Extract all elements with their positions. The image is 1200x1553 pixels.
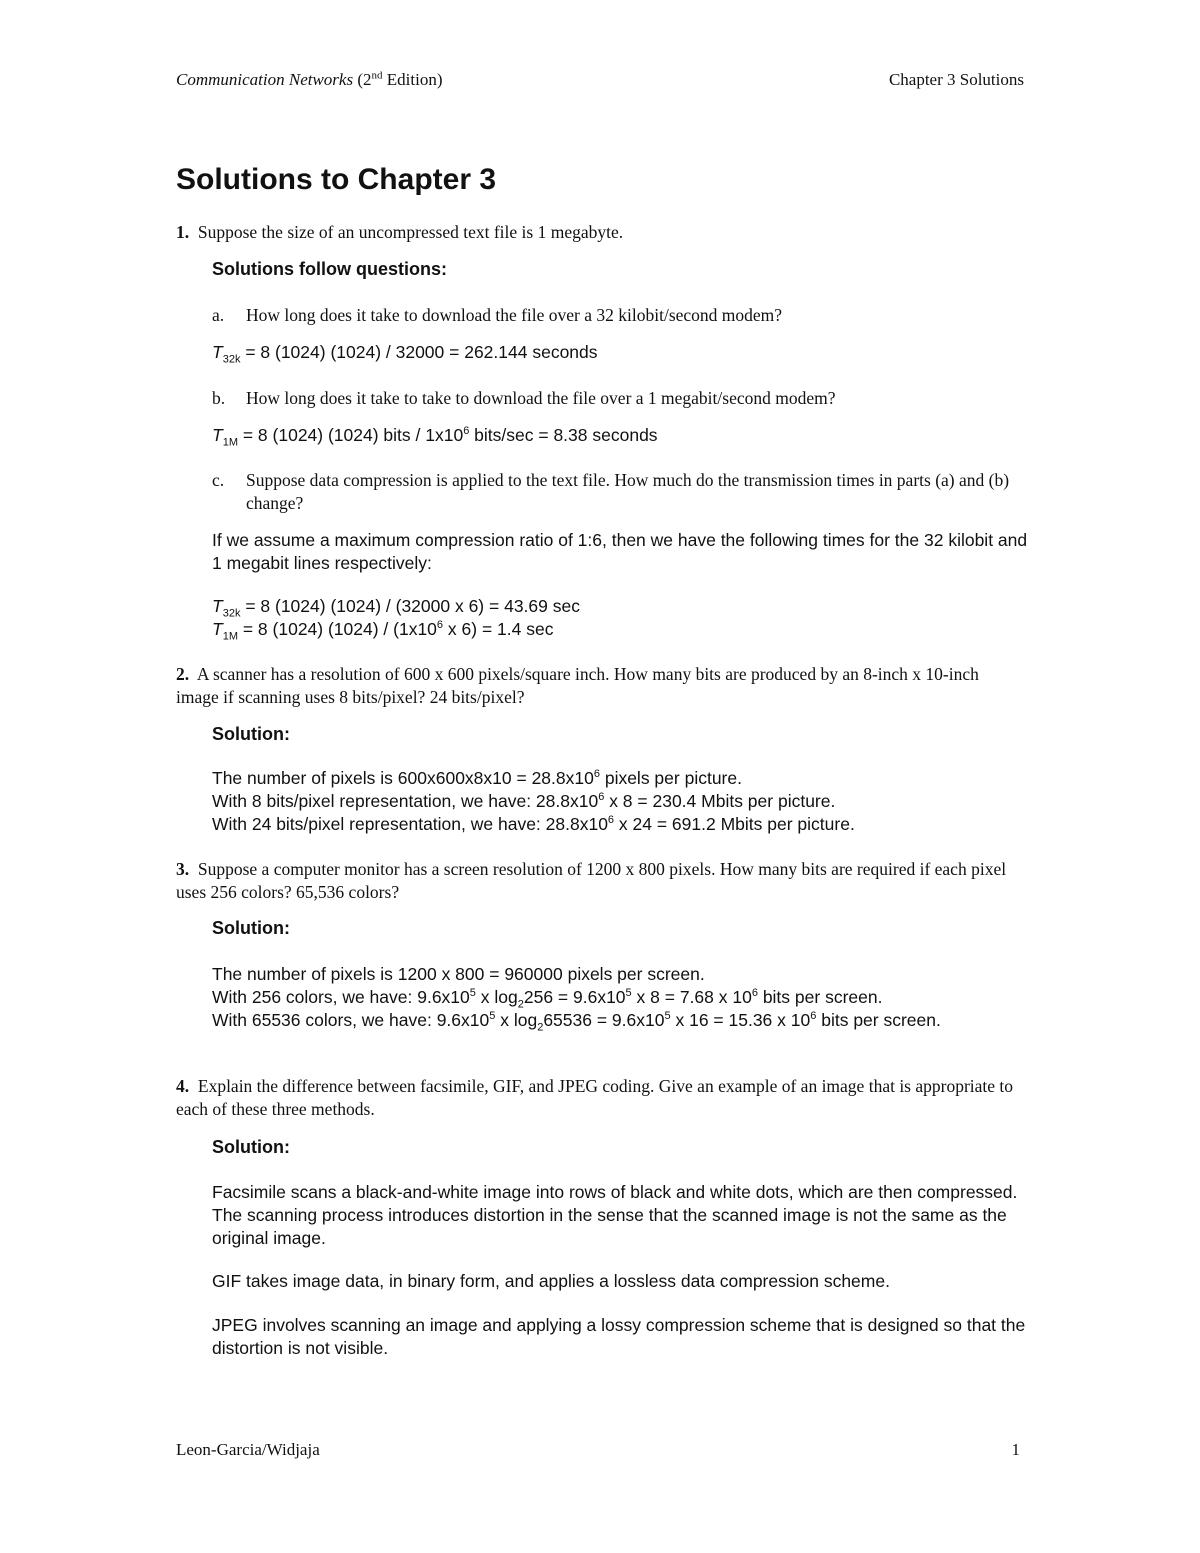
- question-4: 4. Explain the difference between facsimile, GIF, and JPEG coding. Give an example of an image that is appropriate to each of these three methods.: [176, 1076, 1014, 1119]
- question-1: 1. Suppose the size of an uncompressed text file is 1 megabyte.: [176, 222, 624, 242]
- q4-answer-jpeg: JPEG involves scanning an image and applying a lossy compression scheme that is designed so that the distortion is not visible.: [212, 1315, 1026, 1358]
- footer-authors: Leon-Garcia/Widjaja: [176, 1440, 320, 1459]
- q1-answer-c-line2: $T_{1M} = 8$ (1024) $(1024) / (1x10^6$ x 6) = 1.4 sec: [212, 619, 554, 643]
- question-3: 3. Suppose a computer monitor has a screen resolution of 1200 x 800 pixels. How many bits are required if each pixel uses 256 colors? 65,536 colors?: [176, 859, 1007, 902]
- q4-answer-facsimile: Facsimile scans a black-and-white image into rows of black and white dots, which are then compressed. The scanning process introduces distortion in the sense that the scanned image is not the same as the original image.: [212, 1182, 1018, 1248]
- q1-answer-c-intro: If we assume a maximum compression ratio of 1:6, then we have the following times for the 32 kilobit and 1 megabit lines respectively:: [212, 530, 1028, 573]
- page-number: 1: [1011, 1440, 1020, 1459]
- q1-answer-c-line1: $T_{32k} = 8$ (1024) (1024) / (32000 x 6) = 43.69 sec: [212, 596, 580, 620]
- q1-part-b: b. How long does it take to take to download the file over a 1 megabit/second modem?: [212, 388, 836, 408]
- question-2: 2. A scanner has a resolution of 600 x 600 pixels/square inch. How many bits are produced by an 8-inch x 10-inch image if scanning uses 8 bits/pixel? 24 bits/pixel?: [176, 664, 979, 707]
- page-title: Solutions to Chapter 3: [176, 163, 497, 196]
- q2-answer-line1: The number of pixels is $600x600x8x10 = 28.8x10^6$ pixels per picture.: [212, 768, 742, 788]
- q1-solution-label: Solutions follow questions:: [212, 259, 447, 279]
- q1-answer-b: $T_{1M} = 8$ (1024) (1024) bits / $1x10^6$ bits/sec = 8.38 seconds: [212, 425, 658, 449]
- q1-answer-a: $T_{32k} = 8$ (1024) (1024) / 32000 = 262.144 seconds: [212, 342, 598, 366]
- q3-solution-label: Solution:: [212, 918, 290, 938]
- q2-answer-line3: With 24 bits/pixel representation, we have: $28.8x10^6$ x 24 = 691.2 Mbits per picture.: [212, 814, 855, 834]
- q4-answer-gif: GIF takes image data, in binary form, and applies a lossless data compression scheme.: [212, 1271, 890, 1291]
- q3-answer-line1: The number of pixels is 1200 x 800 = 960000 pixels per screen.: [212, 964, 705, 984]
- q2-solution-label: Solution:: [212, 724, 290, 744]
- q4-solution-label: Solution:: [212, 1137, 290, 1157]
- q3-answer-line3: With 65536 colors, we have: $9.6x10^5$ x $\log_265536 = 9.6x10^5$ x 16 = 15.36 x $10^6$ bits per screen.: [212, 1010, 941, 1034]
- book-title: Communication Networks: [176, 70, 354, 89]
- header-right: Chapter 3 Solutions: [888, 70, 1024, 89]
- q3-answer-line2: With 256 colors, we have: $9.6x10^5$ x $\log_2256 = 9.6x10^5$ x 8 = 7.68 x $10^6$ bits per screen.: [212, 987, 883, 1011]
- q2-answer-line2: With 8 bits/pixel representation, we have: $28.8x10^6$ x 8 = 230.4 Mbits per picture.: [212, 791, 836, 811]
- q1-part-a: a. How long does it take to download the file over a 32 kilobit/second modem?: [212, 305, 783, 325]
- header-left: Communication Networks (2nd Edition): [176, 69, 443, 89]
- q1-part-c: c. Suppose data compression is applied to the text file. How much do the transmission times in parts (a) and (b) change?: [212, 470, 1010, 513]
